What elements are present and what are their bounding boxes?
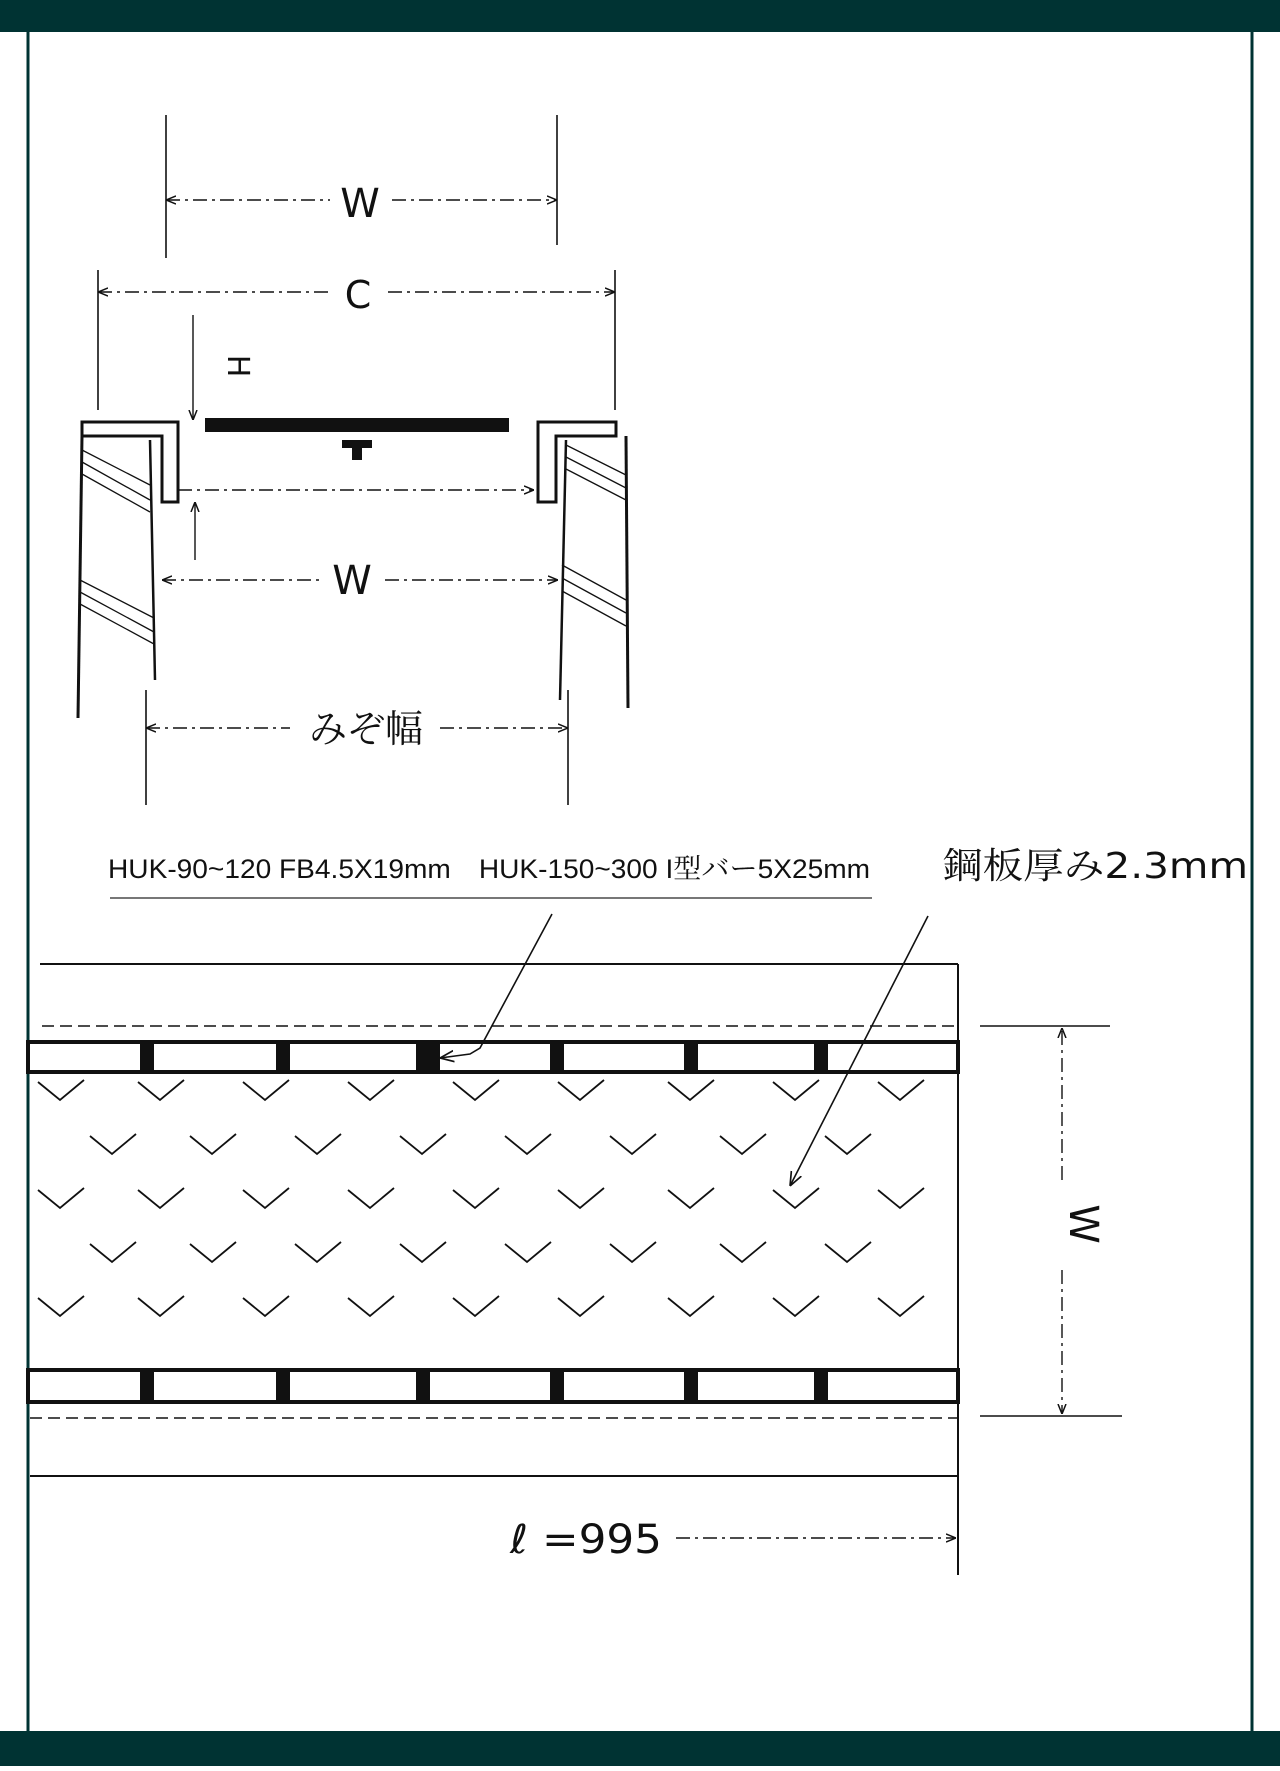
checker-mark (38, 1188, 84, 1208)
label-w-inner: W (332, 558, 372, 604)
checker-mark (773, 1080, 819, 1100)
checker-mark (825, 1134, 871, 1154)
checker-mark (668, 1188, 714, 1208)
left-wall (150, 440, 155, 680)
checker-mark (138, 1080, 184, 1100)
checker-mark (400, 1242, 446, 1262)
checker-mark (38, 1296, 84, 1316)
checker-mark (720, 1134, 766, 1154)
bearing-bar (342, 440, 372, 460)
checker-mark (558, 1296, 604, 1316)
checker-mark (668, 1080, 714, 1100)
checker-mark (348, 1080, 394, 1100)
checker-mark (295, 1242, 341, 1262)
checker-mark (668, 1296, 714, 1316)
checker-mark (190, 1242, 236, 1262)
label-w-plan: W (1060, 1204, 1106, 1244)
label-groove-width: みぞ幅 (308, 707, 424, 751)
leader-bar (440, 914, 552, 1058)
checker-mark (610, 1242, 656, 1262)
left-wall-hatch (80, 580, 154, 644)
frame-top-band (0, 0, 1280, 32)
note-plate-thickness: 鋼板厚み2.3mm (942, 846, 1248, 887)
label-c: C (344, 273, 372, 317)
checker-mark (558, 1188, 604, 1208)
left-frame-angle (82, 422, 178, 502)
checker-mark (348, 1188, 394, 1208)
checker-mark (348, 1296, 394, 1316)
checker-mark (878, 1296, 924, 1316)
label-w-top: W (340, 181, 380, 227)
checker-mark (878, 1188, 924, 1208)
checker-mark (773, 1188, 819, 1208)
checker-mark (90, 1134, 136, 1154)
checker-mark (243, 1296, 289, 1316)
checker-mark (825, 1242, 871, 1262)
cover-plate (205, 418, 509, 432)
frame-bottom-band (0, 1731, 1280, 1766)
right-wall (560, 440, 566, 700)
checker-mark (243, 1080, 289, 1100)
checker-mark (453, 1188, 499, 1208)
checker-mark (720, 1242, 766, 1262)
checker-mark (453, 1080, 499, 1100)
right-wall-hatch (562, 565, 626, 626)
checker-plate-pattern (38, 1080, 924, 1316)
checker-mark (878, 1080, 924, 1100)
right-wall (626, 436, 628, 708)
checker-mark (90, 1242, 136, 1262)
checker-mark (243, 1188, 289, 1208)
checker-mark (773, 1296, 819, 1316)
checker-mark (558, 1080, 604, 1100)
left-wall-hatch (82, 450, 150, 512)
checker-mark (138, 1188, 184, 1208)
right-wall-hatch (566, 445, 626, 500)
checker-mark (505, 1134, 551, 1154)
checker-mark (453, 1296, 499, 1316)
checker-mark (505, 1242, 551, 1262)
note-bar-spec: HUK-90~120 FB4.5X19mm HUK-150~300 I型バー5X25mm (108, 854, 870, 884)
label-length: ℓ =995 (508, 1517, 662, 1563)
checker-mark (295, 1134, 341, 1154)
checker-mark (400, 1134, 446, 1154)
checker-mark (38, 1080, 84, 1100)
label-h: H (220, 354, 255, 378)
left-wall (78, 436, 82, 718)
checker-mark (610, 1134, 656, 1154)
plan-view (28, 914, 1122, 1575)
checker-mark (190, 1134, 236, 1154)
checker-mark (138, 1296, 184, 1316)
